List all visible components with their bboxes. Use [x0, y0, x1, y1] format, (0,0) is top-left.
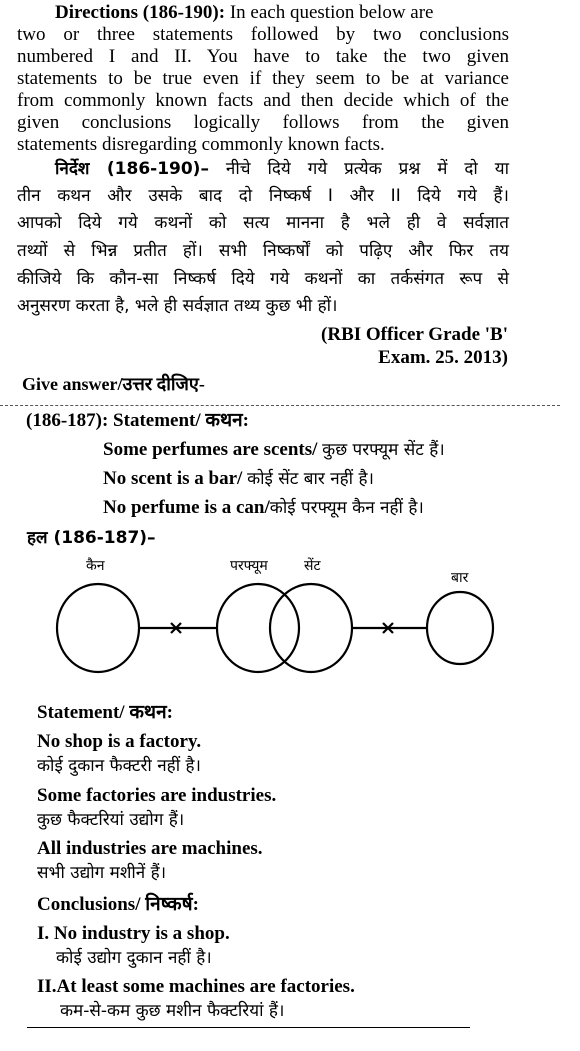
q186-statement-2: No scent is a bar/ कोई सेंट बार नहीं है।	[103, 468, 374, 489]
circle-bar	[427, 592, 493, 664]
section-divider	[0, 405, 560, 406]
conclusion-2-en: II.At least some machines are factories.	[37, 976, 355, 997]
label-can: कैन	[86, 558, 105, 574]
hindi-directions-line3: आपको दिये गये कथनों को सत्य मानना है भले ही वे सर्वज्ञात	[17, 213, 509, 233]
circle-scent	[270, 584, 352, 672]
venn-diagram	[0, 560, 580, 690]
bottom-rule	[27, 1027, 470, 1028]
hindi-directions-line2: तीन कथन और उसके बाद दो निष्कर्ष I और II दिये गये हैं।	[17, 186, 509, 206]
hindi-directions-line1: निर्देश (186-190)– नीचे दिये गये प्रत्येक प्रश्न में दो या	[55, 159, 509, 179]
directions-line3: numbered I and II. You have to take the two given	[17, 46, 509, 67]
directions-line2: two or three statements followed by two conclusions	[17, 24, 509, 45]
q188-s3-hi: सभी उद्योग मशीनें हैं।	[37, 863, 167, 883]
conclusion-1-en: I. No industry is a shop.	[37, 923, 230, 944]
directions-line5: from commonly known facts and then decide which of the	[17, 90, 509, 111]
directions-line1: Directions (186-190): In each question below are	[55, 2, 434, 23]
hindi-directions-line5: कीजिये कि कौन-सा निष्कर्ष दिये गये कथनों का तर्कसंगत रूप से	[17, 269, 509, 289]
solution-heading: हल (186-187)–	[27, 528, 156, 548]
label-bar: बार	[451, 570, 469, 586]
q188-s2-en: Some factories are industries.	[37, 785, 277, 806]
q188-s3-en: All industries are machines.	[37, 838, 263, 859]
q188-s1-en: No shop is a factory.	[37, 731, 202, 752]
source-line2: Exam. 25. 2013)	[378, 347, 508, 368]
q186-statement-1: Some perfumes are scents/ कुछ परफ्यूम सेंट हैं।	[103, 439, 445, 460]
hindi-directions-label: निर्देश (186-190)–	[55, 159, 209, 179]
conclusion-1-hi: कोई उद्योग दुकान नहीं है।	[56, 948, 212, 968]
directions-line7: statements disregarding commonly known facts.	[17, 134, 385, 155]
circle-perfume	[217, 584, 299, 672]
conclusions-heading: Conclusions/ निष्कर्ष:	[37, 894, 199, 915]
q188-s2-hi: कुछ फैक्टरियां उद्योग हैं।	[37, 810, 185, 830]
q186-statement-3: No perfume is a can/कोई परफ्यूम कैन नहीं है।	[103, 497, 424, 518]
label-perfume: परफ्यूम	[230, 558, 268, 574]
hindi-directions-line6: अनुसरण करता है, भले ही सर्वज्ञात तथ्य कुछ भी हों।	[17, 296, 338, 316]
directions-line6: given conclusions logically follows from the given	[17, 112, 509, 133]
source-line1: (RBI Officer Grade 'B'	[321, 324, 508, 345]
q188-s1-hi: कोई दुकान फैक्टरी नहीं है।	[37, 756, 201, 776]
give-answer: Give answer/उत्तर दीजिए-	[22, 374, 205, 394]
conclusion-2-hi: कम-से-कम कुछ मशीन फैक्टरियां हैं।	[60, 1001, 285, 1021]
q188-heading: Statement/ कथन:	[37, 702, 173, 723]
label-scent: सेंट	[304, 558, 321, 574]
circle-can	[57, 584, 139, 672]
q186-heading: (186-187): Statement/ कथन:	[26, 410, 250, 431]
directions-label: Directions (186-190):	[55, 2, 226, 23]
directions-line4: statements to be true even if they seem to be at variance	[17, 68, 509, 89]
hindi-directions-line4: तथ्यों से भिन्न प्रतीत हों। सभी निष्कर्षों को पढ़िए और फिर तय	[17, 241, 509, 261]
